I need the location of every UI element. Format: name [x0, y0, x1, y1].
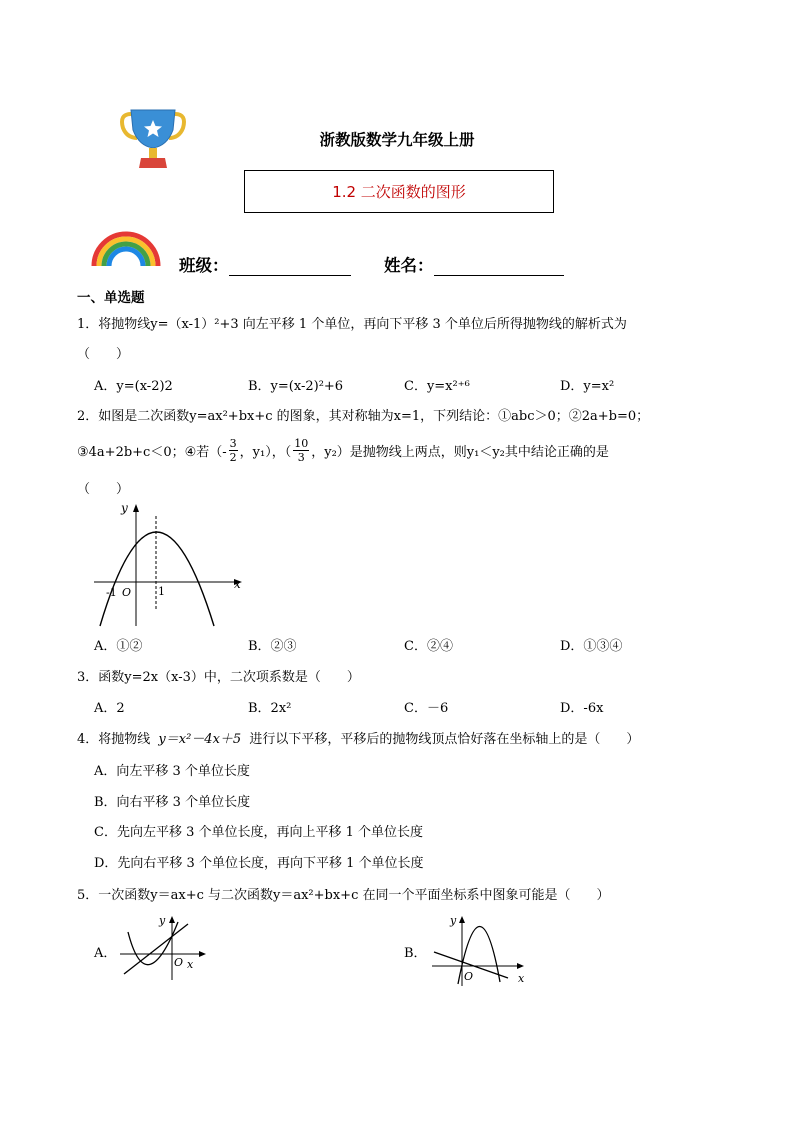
y-axis-arrow: [133, 504, 139, 512]
graph-y-label: y: [159, 914, 166, 927]
graph-origin-label: O: [122, 586, 132, 599]
q2-fraction-1: [229, 437, 238, 464]
y-axis-arrow: [459, 916, 465, 923]
q2-option-c[interactable]: C．②④: [404, 639, 453, 654]
q2-option-a[interactable]: A．①②: [94, 639, 143, 654]
frac2-denominator: 3: [297, 450, 305, 464]
x-axis-arrow: [517, 963, 524, 969]
frac2-numerator: 10: [294, 436, 309, 450]
book-title: 浙教版数学九年级上册: [319, 131, 475, 149]
graph-origin-label: O: [174, 956, 184, 969]
q2-fraction-2: [293, 437, 309, 464]
name-label: 姓名：: [384, 256, 434, 275]
q2-option-b[interactable]: B．②③: [248, 639, 297, 654]
q4-option-b[interactable]: B．向右平移 3 个单位长度: [94, 795, 251, 810]
parabola-curve: [100, 532, 214, 626]
q5-graph-a: [116, 912, 212, 982]
q1-option-a[interactable]: A．y=(x-2)2: [94, 379, 173, 394]
graph-x-label: x: [187, 958, 194, 971]
q3-option-c[interactable]: C．－6: [404, 701, 449, 716]
frac1-numerator: 3: [229, 436, 237, 450]
class-field[interactable]: [179, 252, 351, 276]
q4-option-a[interactable]: A．向左平移 3 个单位长度: [94, 764, 250, 779]
y-axis-arrow: [169, 916, 175, 923]
graph-origin-label: O: [464, 970, 474, 983]
q2-stem-line1: 2．如图是二次函数y=ax²+bx+c 的图象，其对称轴为x=1，下列结论：①abc＞0；②2a+b=0；: [77, 409, 650, 424]
lesson-title-box: [244, 170, 554, 213]
q3-stem: 3．函数y=2x（x-3）中，二次项系数是（ ）: [77, 670, 360, 685]
q1-option-d[interactable]: D．y=x²: [560, 379, 615, 394]
q1-stem: 1．将抛物线y=（x-1）²+3 向左平移 1 个单位，再向下平移 3 个单位后所得抛物线的解析式为: [77, 317, 627, 332]
graph-neg-one-label: -1: [106, 586, 117, 599]
graph-y-label: y: [450, 914, 457, 927]
q2-option-d[interactable]: D．①③④: [560, 639, 623, 654]
q2-stem-part-a: ③4a+2b+c＜0；④若（-: [77, 444, 227, 460]
q5-stem: 5．一次函数y＝ax+c 与二次函数y＝ax²+bx+c 在同一个平面坐标系中图象可能是（ ）: [77, 888, 610, 903]
q4-option-d[interactable]: D．先向右平移 3 个单位长度，再向下平移 1 个单位长度: [94, 856, 424, 871]
x-axis-arrow: [199, 951, 206, 957]
q1-stem-cont: （ ）: [77, 347, 130, 362]
q3-option-b[interactable]: B．2x²: [248, 701, 292, 716]
rainbow-icon: [90, 228, 162, 268]
section-title: 一、单选题: [77, 290, 145, 306]
q4-formula: y＝x²－4x＋5: [158, 732, 242, 747]
q1-option-c[interactable]: C．y=x²⁺⁶: [404, 379, 470, 394]
q2-stem-part-b: ，y₁），（: [239, 444, 292, 460]
q2-stem-line2: [77, 434, 609, 466]
q4-option-c[interactable]: C．先向左平移 3 个单位长度，再向上平移 1 个单位长度: [94, 825, 424, 840]
q1-option-b[interactable]: B．y=(x-2)²+6: [248, 379, 344, 394]
graph-x-label: x: [234, 577, 241, 591]
frac1-denominator: 2: [229, 450, 237, 464]
q5-option-a[interactable]: A．: [94, 946, 117, 961]
parabola-curve: [128, 922, 178, 965]
q2-parabola-graph: [90, 498, 250, 630]
graph-one-label: 1: [158, 585, 165, 598]
q4-stem-part-b: 进行以下平移，平移后的抛物线顶点恰好落在坐标轴上的是（ ）: [249, 732, 640, 747]
q4-stem: [77, 728, 639, 747]
graph-x-label: x: [518, 972, 525, 985]
q2-stem-cont: （ ）: [77, 482, 130, 497]
name-blank[interactable]: [434, 259, 564, 276]
q2-stem-part-c: ，y₂）是抛物线上两点，则y₁＜y₂其中结论正确的是: [311, 444, 609, 460]
lesson-title: 1.2 二次函数的图形: [332, 183, 466, 201]
q5-graph-b: [428, 910, 532, 988]
q5-option-b[interactable]: B．: [404, 946, 427, 961]
graph-y-label: y: [121, 501, 128, 515]
q4-stem-part-a: 4．将抛物线: [77, 732, 151, 747]
class-blank[interactable]: [229, 259, 351, 276]
q3-option-a[interactable]: A．2: [94, 701, 125, 716]
class-label: 班级：: [179, 256, 229, 275]
name-field[interactable]: [384, 252, 564, 276]
q3-option-d[interactable]: D．-6x: [560, 701, 604, 716]
